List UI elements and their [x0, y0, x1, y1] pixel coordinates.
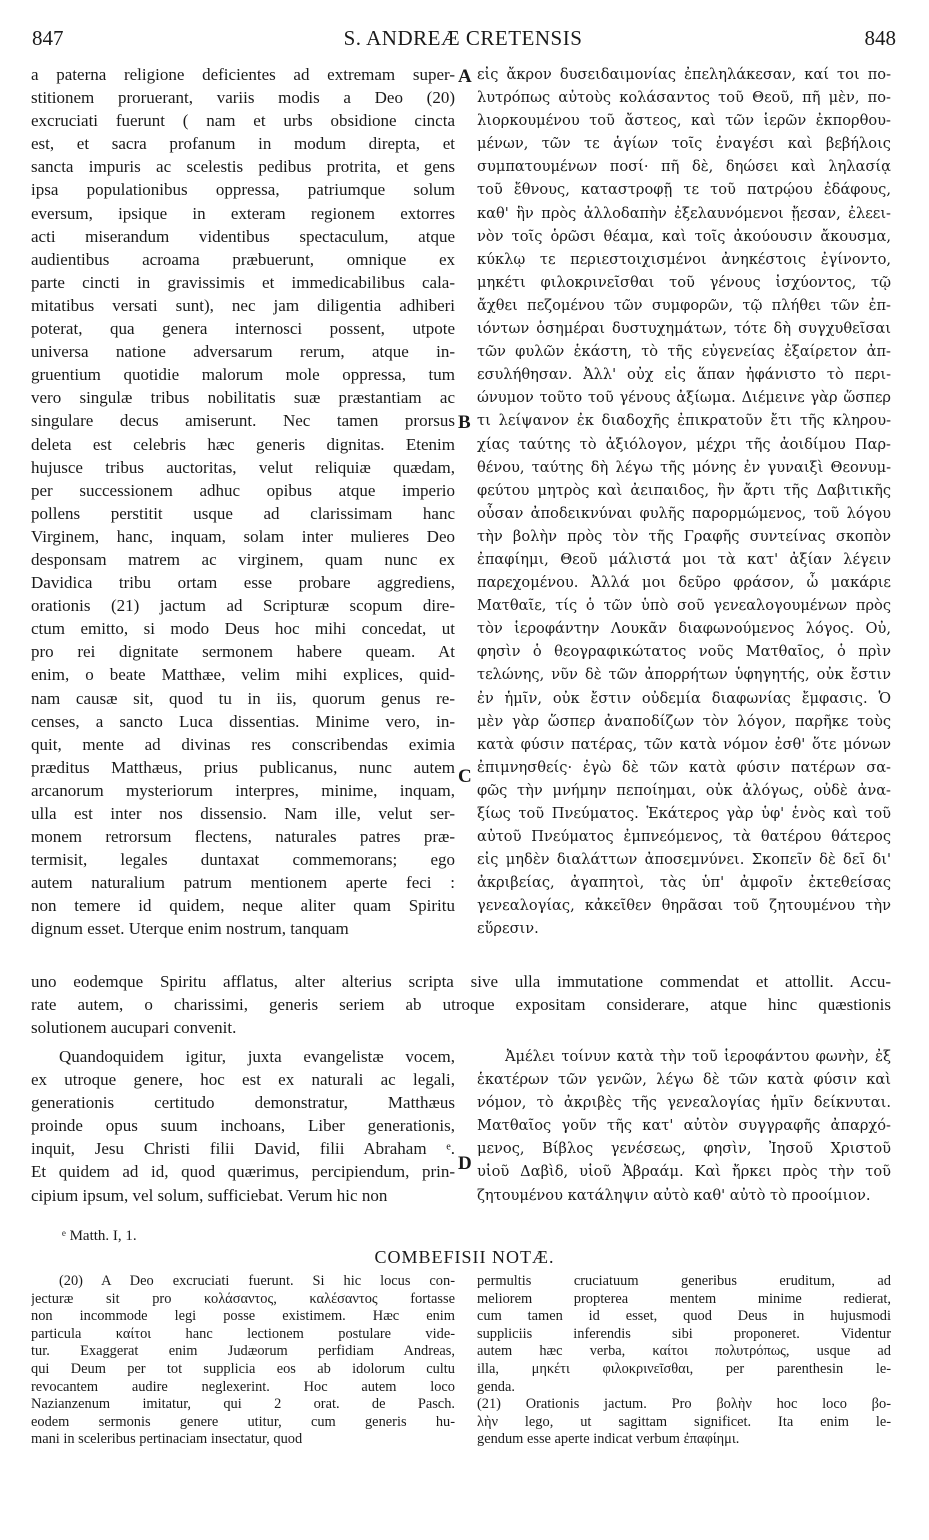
margin-letter-d: D	[458, 1153, 472, 1174]
text-line: λὴν lego, ut sagittam significet. Ita enim le-	[477, 1413, 891, 1430]
text-line: μένων, τῶν τε ἁγίων τοῖς ἐναγέσι καὶ βεβήλοις	[477, 135, 891, 153]
text-line: νὸν τοῖς ὁρῶσι θέαμα, καὶ τοῖς ἀκούουσιν ἄκουσμα,	[477, 227, 891, 245]
text-line: termisit, legales duntaxat commemorans; ego	[31, 850, 455, 870]
text-line: cipium ipsum, vel solum, sufficiebat. Verum hic non	[31, 1185, 388, 1205]
text-line: αὐτοῦ Πνεύματος ἐμπνεόμενος, τὰ θατέρου θάτερος	[477, 828, 891, 846]
margin-letter-b: B	[458, 412, 471, 433]
text-line: suppliciis inferendis sibi proponeret. Videntur	[477, 1325, 891, 1342]
text-line: est, et sacra profanum in modum direpta, et	[31, 134, 455, 154]
text-line: solutionem aucupari convenit.	[31, 1018, 237, 1038]
text-line: audientibus acroama præbuerunt, omnique ex	[31, 249, 455, 269]
text-line: εὕρεσιν.	[477, 920, 539, 938]
text-line: jecturæ sit pro κολάσαντος, καλέσαντος fortasse	[31, 1290, 455, 1307]
text-line: εσυλήθησαν. Ἀλλ' οὐχ εἰς ἅπαν ἠφάνιστο τὸ περι-	[477, 366, 891, 384]
text-line: ἑκατέρων τῶν γενῶν, λέγω δὲ τῶν κατὰ φύσιν καὶ	[477, 1071, 891, 1089]
text-line: παρεχομένου. Ἀλλά μοι δεῦρο φράσον, ὦ μακάριε	[477, 574, 891, 592]
text-line: ιόντων ὁσημέραι δυστυχημάτων, τότε δὴ συγχυθεῖσαι	[477, 320, 891, 338]
text-line: κατὰ φύσιν πατέρας, τῶν κατὰ νόμον ἐσθ' ὅτε μόνων	[477, 735, 891, 753]
page-number-left: 847	[32, 26, 64, 50]
text-line: οὖσαν ἀποδεικνύναι φυλῆς παρορμώμενος, τοῦ λόγου	[477, 504, 891, 522]
text-line: Virginem, hanc, inquam, solam inter mulieres Deo	[31, 526, 455, 546]
latin-column-top	[31, 63, 455, 941]
margin-letter-c: C	[458, 766, 472, 787]
page-header	[30, 26, 896, 56]
text-line: meliorem propterea mentem minime redierat,	[477, 1290, 891, 1307]
text-line: tur. Exaggerat enim Judæorum perfidiam Andreas,	[31, 1343, 455, 1360]
text-line: non incommode legi posse existimem. Hæc enim	[31, 1308, 455, 1325]
text-line: ἐν ἡμῖν, οὐκ ἔστιν οὐδεμία διαφωνίας ἔμφασις. Ὁ	[477, 689, 891, 707]
text-line: Ματθαῖε, τίς ὁ τῶν ὑπὸ σοῦ γενεαλογουμένων πρὸς	[477, 597, 891, 615]
text-line: μενος, Βίβλος γενέσεως, φησὶν, Ἰησοῦ Χριστοῦ	[477, 1140, 891, 1158]
text-line: sancta impuris ac scelestis pedibus protrita, et gens	[31, 157, 455, 177]
text-line: φησὶν ὁ θεογραφικώτατος νοῦς Ματθαῖος, ὁ πρὶν	[477, 643, 891, 661]
text-line: parte cincti in gravissimis et immedicabilibus cala-	[31, 272, 455, 292]
text-line: κύκλῳ τε περιεστοιχισμένοι ἀνηκέστοις ἐγίνοντο,	[477, 250, 891, 268]
full-width-paragraph	[31, 970, 891, 1039]
text-line: hujusce tribus auctoritas, velut reliquiæ quædam,	[31, 457, 455, 477]
text-line: Et quidem ad id, quod quærimus, percipiendum, prin-	[31, 1162, 455, 1182]
text-line: revocantem audire neglexerint. Hoc autem loco	[31, 1378, 455, 1395]
text-line: (20) A Deo excruciati fuerunt. Si hic locus con-	[59, 1273, 455, 1289]
text-line: ώνυμον τοῦτο τοῦ γένους ἀξίωμα. Διέμεινε γὰρ ὥσπερ	[477, 389, 891, 407]
text-line: stitionem proruerant, variis modis a Deo (20)	[31, 88, 455, 108]
text-line: desponsam matrem ac virginem, quam nunc ex	[31, 549, 455, 569]
text-line: singulare decus amiserunt. Nec tamen prorsus	[31, 411, 455, 431]
text-line: generationis certitudo demonstratur, Matthæus	[31, 1093, 455, 1113]
text-line: a paterna religione deficientes ad extremam super-	[31, 65, 455, 84]
text-line: φεύτου μητρὸς καὶ ἀειπαιδος, ἣν ἄρτι τῆς Δαβιτικῆς	[477, 481, 891, 499]
text-line: (21) Orationis jactum. Pro βολὴν hoc loco βο-	[477, 1396, 891, 1413]
text-line: θένου, ταύτης δὴ λέγω τῆς μόνης ἐν γυναιξὶ Θεονυμ-	[477, 458, 891, 476]
text-line: per successionem adhuc opibus atque imperio	[31, 480, 455, 500]
greek-column-bottom	[477, 1045, 891, 1207]
footnote: ᵉ Matth. I, 1.	[62, 1228, 137, 1244]
text-line: τὸν ἱεροφάντην Λουκᾶν διαφωνούμενος λόγος. Οὐ,	[477, 620, 891, 638]
page-number-right: 848	[864, 26, 896, 50]
text-line: particula καίτοι hanc lectionem postulare vide-	[31, 1325, 455, 1342]
text-line: τελώνης, νῦν δὲ τῶν ἀπορρήτων ὑφηγητής, οὐκ ἔστιν	[477, 666, 891, 684]
text-line: cum tamen id esset, quod Deus in hujusmodi	[477, 1308, 891, 1325]
running-title: S. ANDREÆ CRETENSIS	[343, 26, 583, 50]
text-line: μὲν γὰρ ὥσπερ ἀναποδίζων τὸν λόγον, παρῆκε τοὺς	[477, 712, 891, 730]
text-line: μηκέτι φιλοκρινεῖσθαι τοῦ γένους ἰσχύοντος, τῷ	[477, 273, 891, 291]
text-line: acti miserandum videntibus spectaculum, atque	[31, 226, 455, 246]
latin-column-bottom	[31, 1045, 455, 1207]
margin-letter-a: A	[458, 66, 472, 87]
text-line: poterat, qua genera internosci possent, utpote	[31, 319, 455, 339]
text-line: ulla est inter nos dissensio. Nam ille, velut ser-	[31, 804, 455, 823]
text-line: universa natione adversarum rerum, atque in-	[31, 342, 455, 362]
text-line: ξίως τοῦ Πνεύματος. Ἑκάτερος γὰρ ὑφ' ἑνὸς καὶ τοῦ	[477, 805, 891, 822]
text-line: τι λείψανον ἐκ διαδοχῆς ἐπικρατοῦν ἔτι τῆς κληρου-	[477, 412, 891, 430]
text-line: eversum, ipsique in exteram regionem extorres	[31, 203, 455, 223]
text-line: inquit, Jesu Christi filii David, filii Abraham ᵉ.	[31, 1139, 455, 1159]
text-line: illa, μηκέτι φιλοκρινεῖσθαι, per parenthesin le-	[477, 1360, 891, 1377]
text-line: ἀκριβείας, ἀγαπητοὶ, τὰς ὑπ' ἀμφοῖν ἐκτεθείσας	[477, 874, 891, 892]
text-line: monem retrorsum flectens, naturales patres præ-	[31, 827, 455, 847]
text-line: eodem sermonis genere utitur, cum generis hu-	[31, 1413, 455, 1430]
text-line: pollens perstitit usque ad clarissimam hanc	[31, 503, 455, 523]
text-line: εἰς ἄκρον δυσειδαιμονίας ἐπεληλάκεσαν, καί τοι πο-	[477, 66, 891, 83]
text-line: φῶς τὴν μνήμην πεποίημαι, οὐκ ἀλόγως, οὐδὲ ἀνα-	[477, 781, 891, 799]
text-line: mani in sceleribus pertinaciam insectatur, quod	[31, 1431, 303, 1448]
text-line: τοῦ ἔθνους, καταστροφῇ τε τοῦ πατρῴου ἐδάφους,	[477, 181, 891, 199]
text-line: pro rei dignitate sermonem habere queam. At	[31, 642, 455, 662]
text-line: ἄχθει πεζομένου τῶν συμφορῶν, τῷ πλήθει τῶν ἐπ-	[477, 296, 891, 314]
text-line: ipsa populationibus oppressa, patriumque solum	[31, 180, 455, 200]
text-line: συμπατουμένων ποσί· πῆ δὲ, δηώσει καὶ ληλασίᾳ	[477, 158, 891, 176]
text-line: νόμον, τὸ ἀκριβὲς τῆς γενεαλογίας ἡμῖν δείκνυται.	[477, 1094, 891, 1112]
text-line: Nazianzenum imitatur, qui 2 orat. de Pasch.	[31, 1396, 455, 1413]
text-line: rate autem, o charissimi, generis seriem ab utroque expositam considerare, atque hinc quæstionis	[31, 995, 891, 1015]
notes-column-right	[477, 1273, 891, 1449]
text-line: mitatibus versati sunt), nec jam diligentia adhiberi	[31, 295, 455, 315]
text-line: gruentium quotidie malorum mole oppressa, tum	[31, 365, 455, 385]
text-line: εἰς μηδὲν διαλάττων ἀποσεμνύνει. Σκοπεῖν δὲ δεῖ δι'	[477, 851, 891, 869]
text-line: quit, mente ad divinas res conscribendas eximia	[31, 734, 455, 754]
text-line: υἱοῦ Δαβὶδ, υἱοῦ Ἀβραάμ. Καὶ ἤρκει πρὸς τὴν τοῦ	[477, 1163, 891, 1181]
notes-title: COMBEFISII NOTÆ.	[374, 1247, 555, 1267]
text-line: ex utroque genere, hoc est ex naturali ac legali,	[31, 1070, 455, 1090]
text-line: proinde opus suum inchoans, Liber generationis,	[31, 1116, 455, 1136]
text-line: γενεαλογίας, κἀκεῖθεν θηρᾶσαι τοῦ ζητουμένου τὴν	[477, 897, 891, 915]
text-line: τῶν φυλῶν ἑκάστη, τὸ τῆς εὐγενείας ἐξαίρετον ἀπ-	[477, 343, 891, 361]
text-line: permultis cruciatuum generibus eruditum, ad	[477, 1273, 891, 1289]
text-line: Quandoquidem igitur, juxta evangelistæ vocem,	[59, 1047, 455, 1066]
text-line: Ἀμέλει τοίνυν κατὰ τὴν τοῦ ἱεροφάντου φωνὴν, ἐξ	[505, 1048, 891, 1065]
text-line: ctum emitto, si modo Deus hoc mihi concedat, ut	[31, 619, 455, 639]
text-line: χίας ταύτης τὸ ἀξιόλογον, μέχρι τῆς ἀοιδίμου Παρ-	[477, 435, 891, 453]
text-line: ζητουμένου κατάληψιν αὐτὸ καθ' αὐτὸ τὸ προοίμιον.	[477, 1186, 871, 1204]
text-line: λιορκουμένου τοῦ ἄστεος, καὶ τῶν ἱερῶν ἐκπορθου-	[477, 112, 891, 130]
text-line: vero singulæ tribus nobilitatis suæ præstantiam ac	[31, 388, 455, 408]
text-line: censes, a sancto Luca dissentias. Minime vero, in-	[31, 711, 455, 731]
text-line: excruciati fuerunt ( nam et urbs obsidione cincta	[31, 111, 455, 131]
text-line: Davidica tribu ortam esse probare aggrediens,	[31, 573, 455, 593]
text-line: genda.	[477, 1378, 515, 1395]
notes-column-left	[31, 1273, 455, 1449]
text-line: orationis (21) jactum ad Scripturæ scopum dire-	[31, 596, 455, 616]
text-line: deleta est celebris hæc generis dignitas. Etenim	[31, 434, 455, 454]
text-line: gendum esse aperte indicat verbum ἐπαφίημι.	[477, 1431, 740, 1448]
text-line: λυτρόπως αὐτοὺς κολάσαντος τοῦ Θεοῦ, πῆ μὲν, πο-	[477, 89, 891, 107]
text-line: ἐπαφίημι, Θεοῦ μάλιστά μοι τὰ κατ' ἀξίαν λέγειν	[477, 550, 891, 568]
text-line: nam causæ sit, quod tu in iis, quorum genus re-	[31, 688, 455, 708]
text-line: arcanorum mysteriorum interpres, minime, inquam,	[31, 780, 455, 800]
text-line: enim, o beate Matthæe, velim mihi explices, quid-	[31, 665, 455, 685]
text-line: καθ' ἣν πρὸς ἀλλοδαπὴν ἐξελαυνόμενοι ᾔεσαν, ἐλεει-	[477, 204, 891, 222]
text-line: τὴν βολὴν πρὸς τὸν τῆς Γραφῆς συντείνας σκοπὸν	[477, 527, 891, 545]
text-line: qui Deum per tot supplicia eos ab idolorum cultu	[31, 1360, 455, 1377]
text-line: Ματθαῖος γοῦν τῆς κατ' αὐτὸν συγγραφῆς ἀπαρχό-	[477, 1117, 891, 1135]
text-line: uno eodemque Spiritu afflatus, alter alterius scripta sive ulla immutatione commendat et attollit. Accu-	[31, 972, 891, 991]
text-line: ἐπιμνησθείς· ἐγὼ δὲ τῶν κατὰ φύσιν πατέρων σα-	[477, 758, 891, 776]
text-line: autem hæc verba, καίτοι πολυτρόπως, usque ad	[477, 1343, 891, 1360]
greek-column-top	[477, 63, 891, 941]
text-line: dignum esset. Uterque enim nostrum, tanquam	[31, 919, 349, 939]
text-line: autem naturalium patrum mentionem aperte feci :	[31, 873, 455, 893]
text-line: præditus Matthæus, prius publicanus, nunc autem	[31, 757, 455, 777]
text-line: non temere id quidem, neque aliter quam Spiritu	[31, 896, 455, 916]
